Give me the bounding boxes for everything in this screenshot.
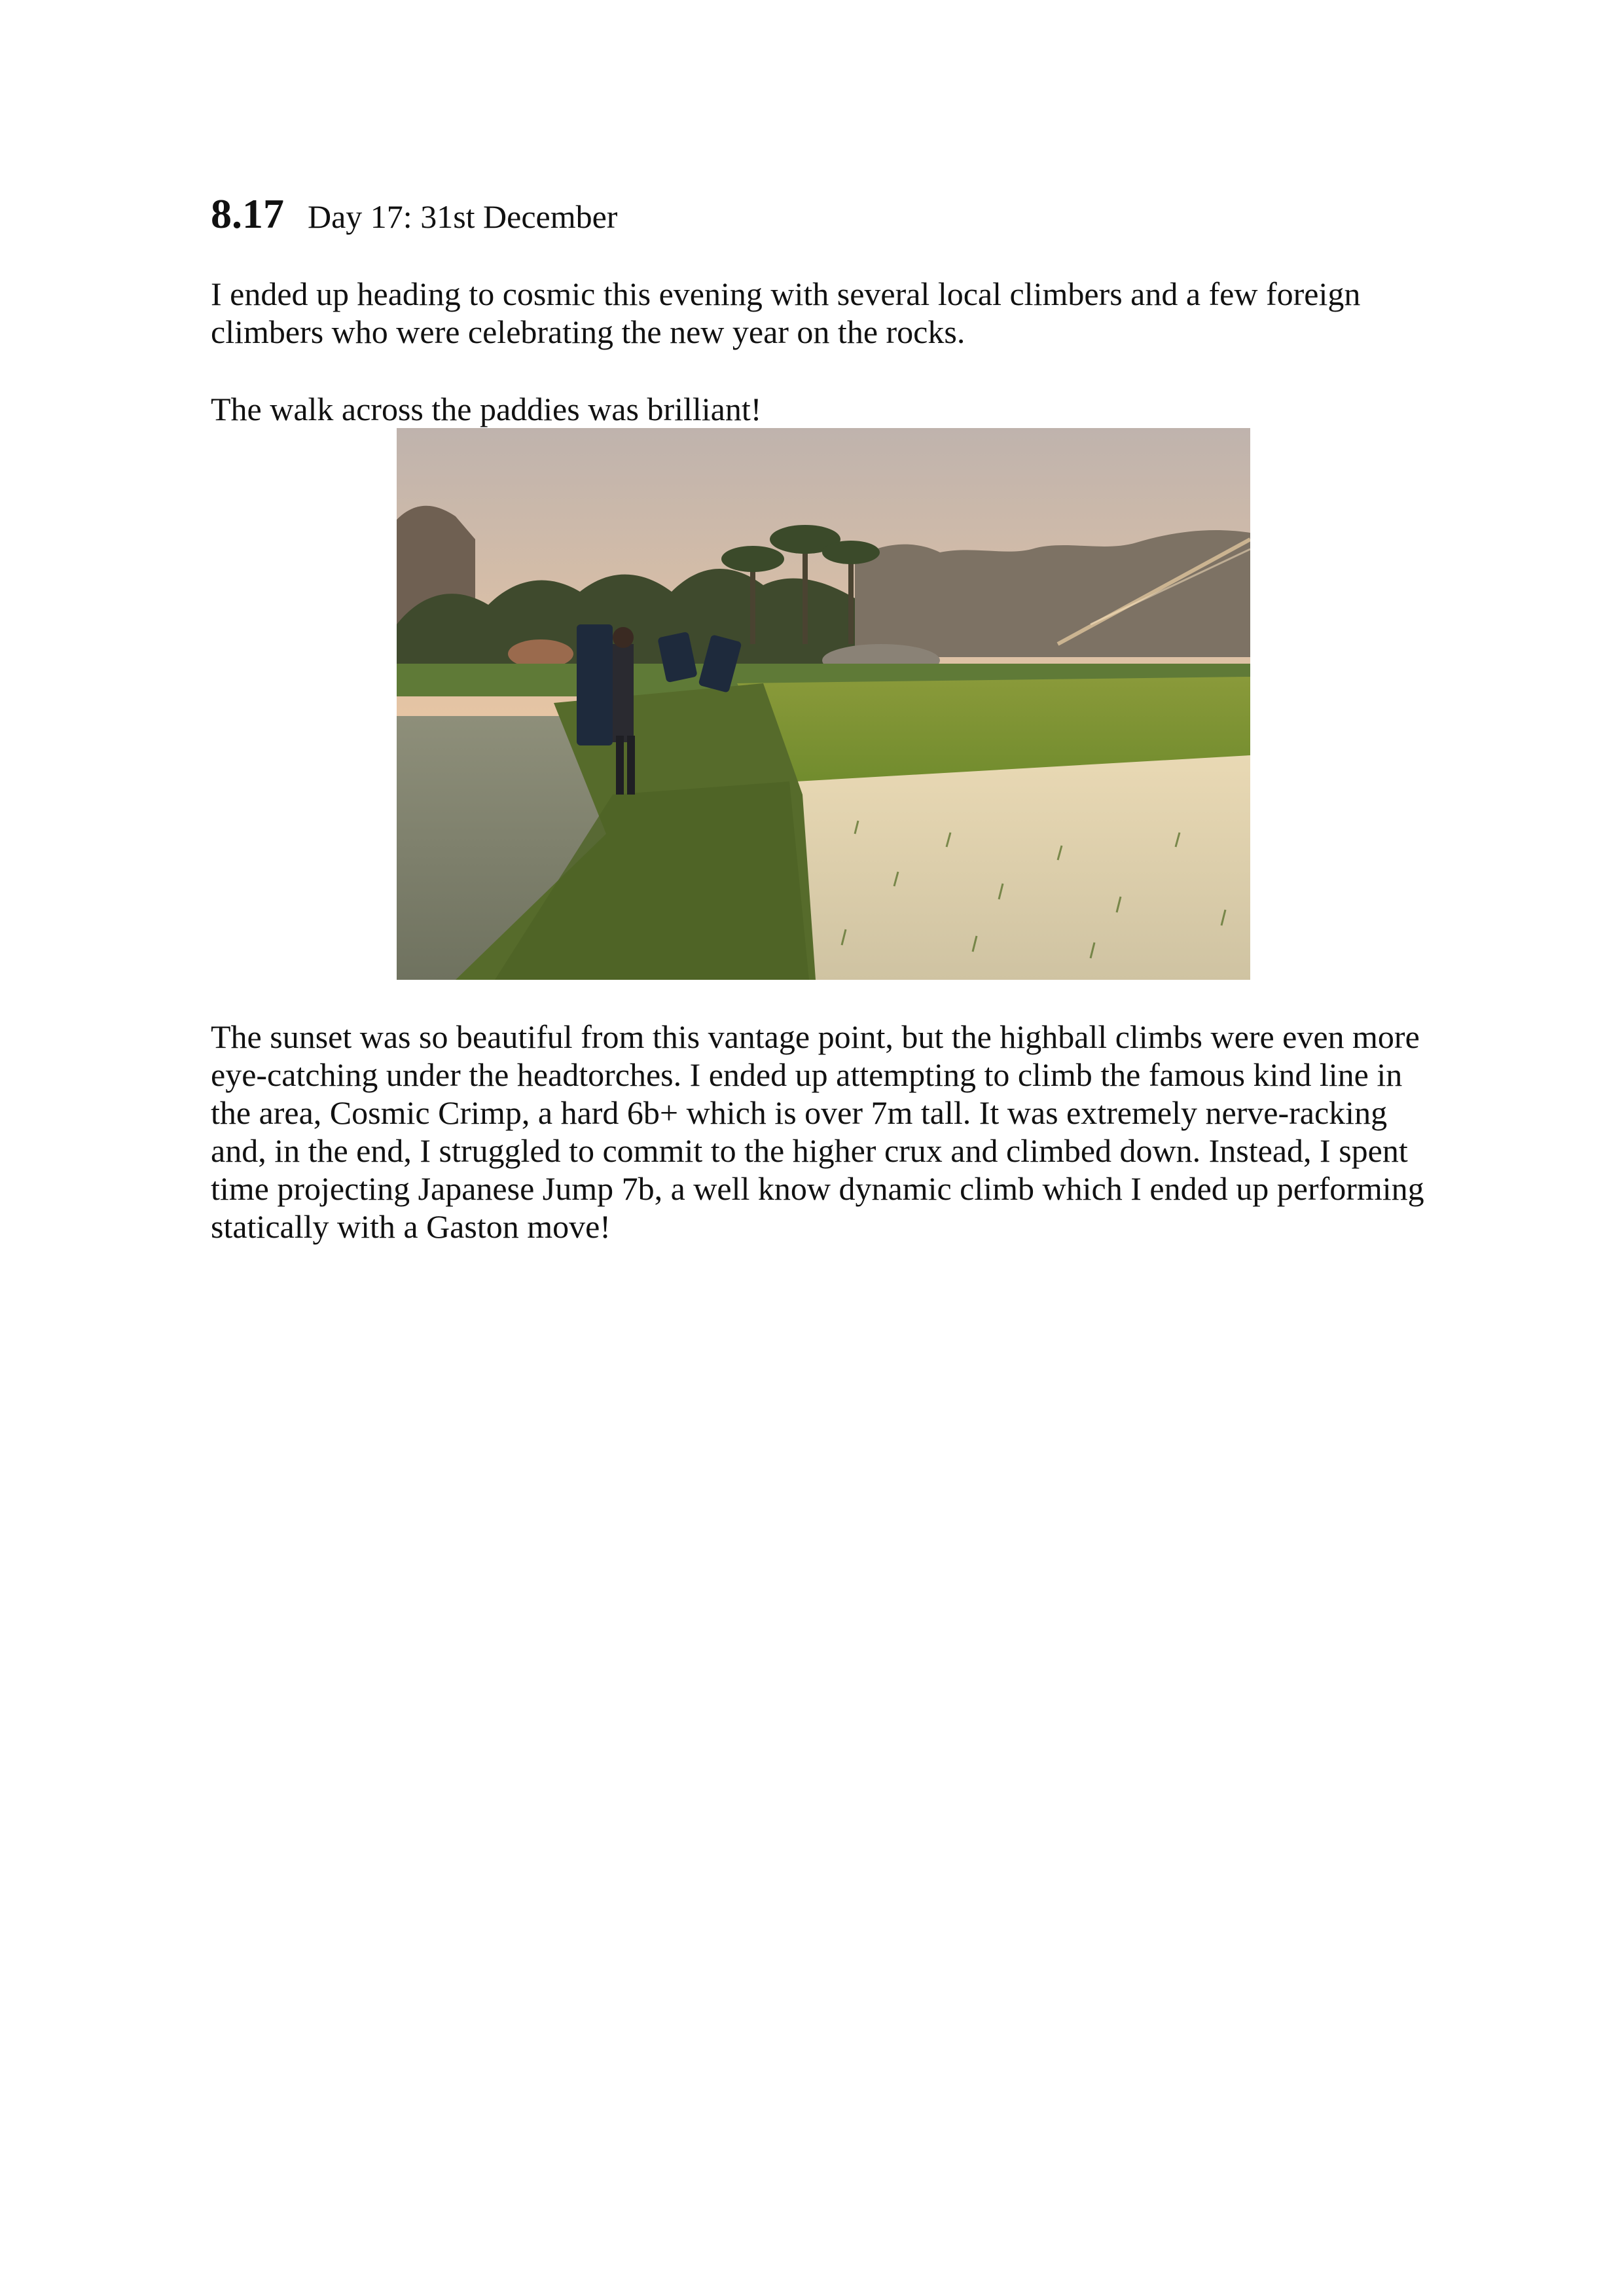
paddy-field-photo: [397, 428, 1250, 980]
section-number: 8.17: [211, 190, 284, 237]
paragraph-intro: I ended up heading to cosmic this evening with several local climbers and a few foreign climbers who were celebrating the new year on the rocks.: [211, 276, 1361, 350]
paragraph-walk: The walk across the paddies was brilliant!: [211, 391, 762, 427]
section-title: Day 17: 31st December: [308, 198, 618, 235]
section-heading: [211, 190, 617, 238]
paragraph-sunset: The sunset was so beautiful from this vantage point, but the highball climbs were even more eye-catching under the headtorches. I ended up attempting to climb the famous kind line in the area, Cosmic Crimp, a hard 6b+ which is over 7m tall. It was extremely nerve-racking and, in the end, I struggled to commit to the higher crux and climbed down. Instead, I spent time projecting Japanese Jump 7b, a well know dynamic climb which I ended up performing statically with a Gaston move!: [211, 1018, 1424, 1245]
